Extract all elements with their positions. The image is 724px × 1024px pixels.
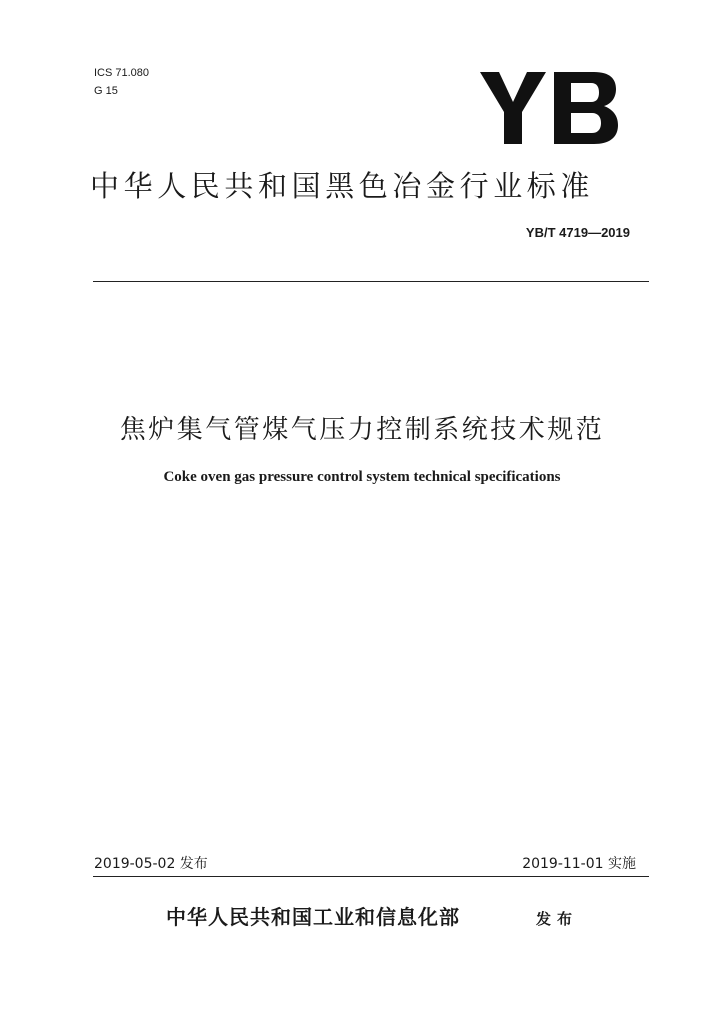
issue-date: 2019-05-02 发布: [94, 856, 208, 872]
yb-logo-letter-b: [554, 72, 618, 144]
standard-number: YB/T 4719—2019: [525, 225, 630, 240]
bottom-divider: [93, 876, 649, 877]
yb-logo-letter-y: [480, 72, 546, 144]
publish-label: 发布: [536, 910, 579, 928]
organization-title: 中华人民共和国黑色冶金行业标准: [90, 169, 595, 203]
publisher-name: 中华人民共和国工业和信息化部: [166, 905, 460, 929]
implementation-date: 2019-11-01 实施: [522, 856, 636, 872]
ccs-code: G 15: [94, 85, 118, 97]
top-divider: [93, 281, 649, 282]
ics-code: ICS 71.080: [94, 67, 150, 79]
document-title-english: Coke oven gas pressure control system technical specifications: [163, 469, 561, 485]
document-title-chinese: 焦炉集气管煤气压力控制系统技术规范: [119, 415, 605, 445]
yb-logo: [480, 72, 618, 144]
